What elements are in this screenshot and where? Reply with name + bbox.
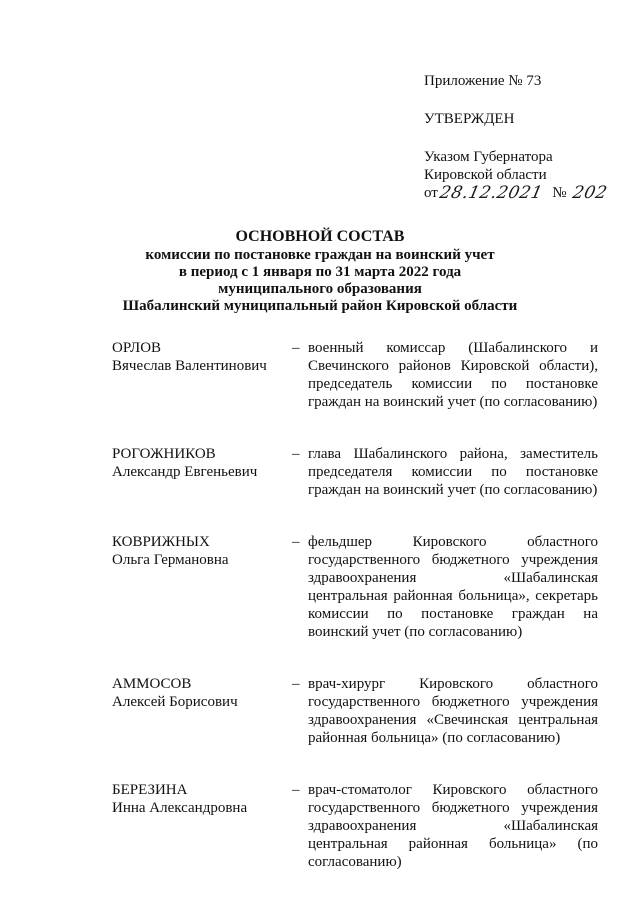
number-prefix: № bbox=[552, 185, 567, 201]
appendix-number: Приложение № 73 bbox=[424, 73, 542, 89]
member-surname: ОРЛОВ bbox=[112, 340, 162, 356]
member-name: Александр Евгеньевич bbox=[112, 464, 258, 480]
member-entry bbox=[112, 339, 612, 411]
decree-line-1: Указом Губернатора bbox=[424, 149, 553, 165]
title-line-2: в период с 1 января по 31 марта 2022 года bbox=[178, 264, 462, 280]
member-person bbox=[112, 339, 292, 411]
member-entry bbox=[112, 781, 612, 871]
members-list bbox=[112, 339, 612, 905]
date-prefix: от bbox=[424, 185, 438, 201]
member-name: Инна Александровна bbox=[112, 800, 248, 816]
member-surname: АММОСОВ bbox=[112, 676, 192, 692]
member-dash: – bbox=[292, 340, 300, 356]
member-person bbox=[112, 781, 292, 871]
member-role: военный комиссар (Шабалинского и Свечинского районов Кировской области), председатель комиссии по постановке граждан на воинский учет (по согласованию) bbox=[308, 340, 598, 410]
member-name: Алексей Борисович bbox=[112, 694, 238, 710]
member-role: врач-хирург Кировского областного государственного бюджетного учреждения здравоохранения «Свечинская центральная районная больница» (по согласованию) bbox=[308, 676, 598, 746]
member-person bbox=[112, 533, 292, 641]
member-name: Вячеслав Валентинович bbox=[112, 358, 267, 374]
member-surname: КОВРИЖНЫХ bbox=[112, 534, 210, 550]
title-line-3: муниципального образования bbox=[218, 281, 422, 297]
member-surname: БЕРЕЗИНА bbox=[112, 782, 188, 798]
member-surname: РОГОЖНИКОВ bbox=[112, 446, 216, 462]
member-dash: – bbox=[292, 446, 300, 462]
member-person bbox=[112, 445, 292, 499]
member-entry bbox=[112, 533, 612, 641]
member-dash: – bbox=[292, 782, 300, 798]
title-line-1: комиссии по постановке граждан на воинский учет bbox=[145, 247, 495, 263]
decree-date-number bbox=[424, 184, 624, 202]
member-dash: – bbox=[292, 534, 300, 550]
approval-header bbox=[424, 72, 624, 202]
member-role: глава Шабалинского района, заместитель председателя комиссии по постановке граждан на воинский учет (по согласованию) bbox=[308, 446, 598, 498]
approved-label: УТВЕРЖДЕН bbox=[424, 111, 515, 127]
member-entry bbox=[112, 445, 612, 499]
title-main: ОСНОВНОЙ СОСТАВ bbox=[235, 228, 405, 245]
title-line-4: Шабалинский муниципальный район Кировской области bbox=[122, 298, 518, 314]
document-title bbox=[0, 228, 640, 315]
member-person bbox=[112, 675, 292, 747]
member-name: Ольга Германовна bbox=[112, 552, 229, 568]
member-dash: – bbox=[292, 676, 300, 692]
handwritten-date: 28.12.2021 bbox=[437, 183, 545, 203]
member-role: фельдшер Кировского областного государственного бюджетного учреждения здравоохранения «Шабалинская центральная районная больница», секретарь комиссии по постановке граждан на воинский учет (по согласованию) bbox=[308, 534, 598, 640]
member-entry bbox=[112, 675, 612, 747]
member-role: врач-стоматолог Кировского областного государственного бюджетного учреждения здравоохранения «Шабалинская центральная районная больница» (по согласованию) bbox=[308, 782, 598, 870]
decree-line-2: Кировской области bbox=[424, 167, 547, 183]
handwritten-number: 202 bbox=[570, 183, 609, 203]
